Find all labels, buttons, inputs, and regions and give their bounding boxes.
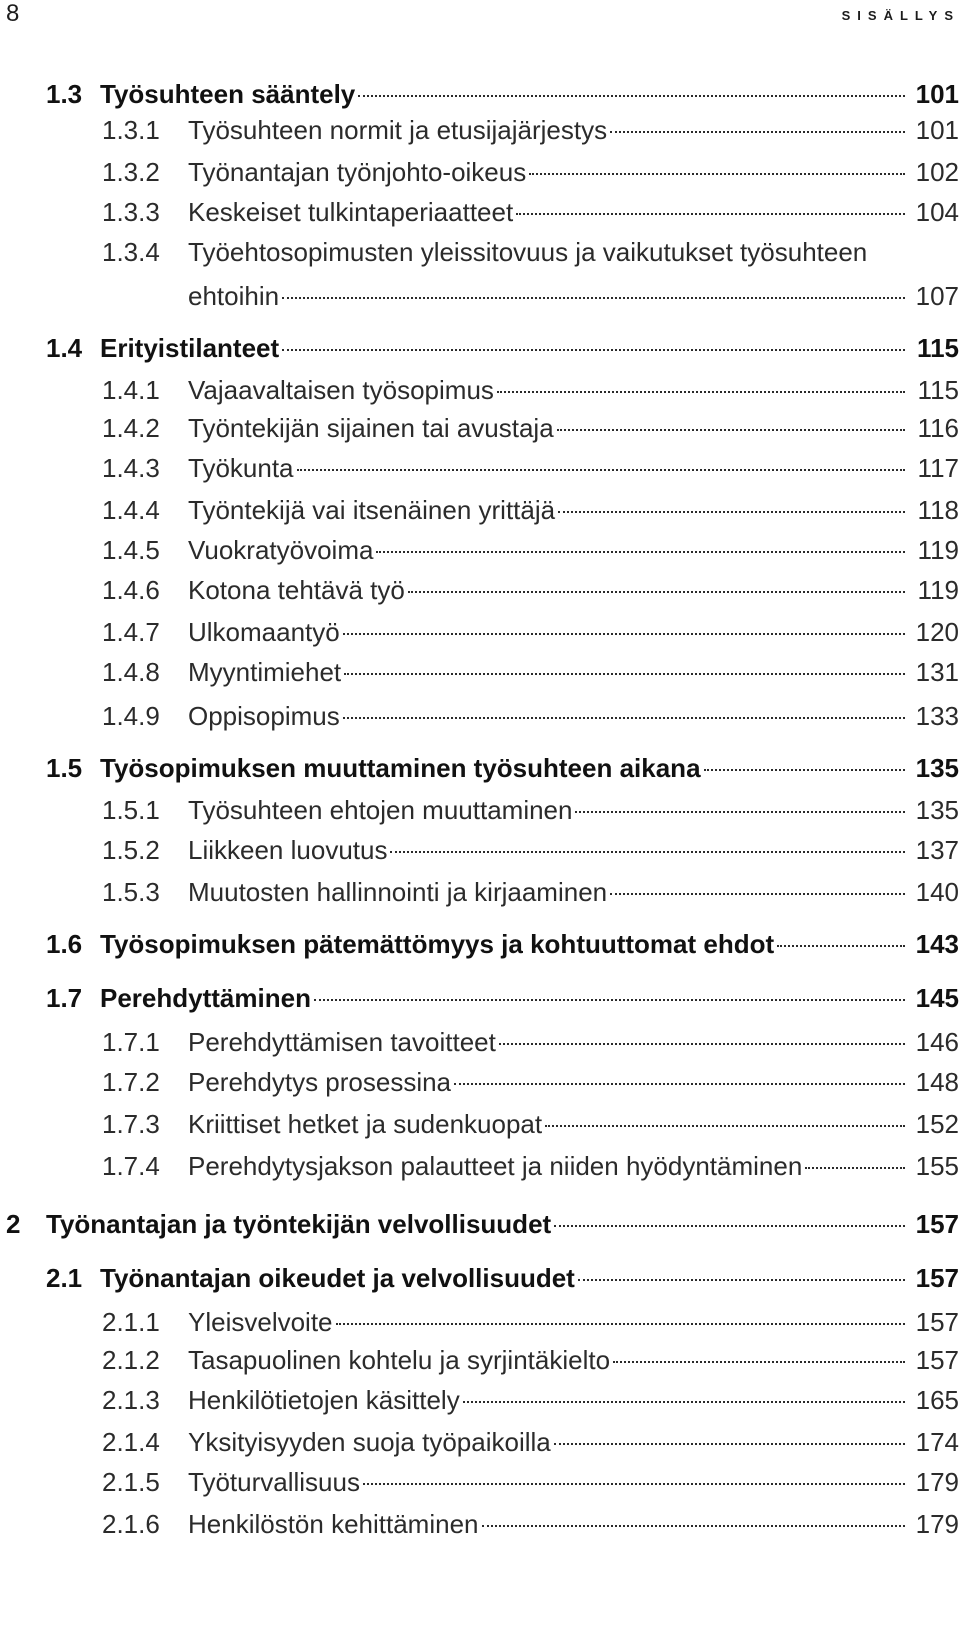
dot-leader: [376, 550, 905, 553]
dot-leader: [282, 348, 905, 351]
page-ref: 155: [915, 1151, 959, 1181]
section-title: Työsuhteen sääntely: [100, 79, 356, 109]
section-title: Myyntimiehet: [188, 657, 342, 687]
dot-leader: [610, 130, 905, 133]
page-ref: 174: [915, 1427, 959, 1457]
section-number: 1.3.4: [102, 237, 160, 267]
dot-leader: [343, 716, 905, 719]
section-title: Työntekijä vai itsenäinen yrittäjä: [188, 495, 556, 525]
page-ref: 157: [915, 1263, 959, 1293]
section-title: Työsuhteen ehtojen muuttaminen: [188, 795, 573, 825]
page-ref: 120: [915, 617, 959, 647]
page-ref: 119: [917, 575, 959, 605]
dot-leader: [363, 1482, 905, 1485]
page-ref: 179: [915, 1509, 959, 1539]
section-title: Työsopimuksen muuttaminen työsuhteen aikana: [100, 753, 701, 783]
page-ref: 116: [917, 413, 959, 443]
section-title: Työntekijän sijainen tai avustaja: [188, 413, 554, 443]
section-title-line1: Työehtosopimusten yleissitovuus ja vaikutukset työsuhteen: [188, 237, 868, 267]
section-number: 1.3.1: [102, 115, 160, 145]
section-number: 1.6: [46, 929, 83, 959]
page-ref: 119: [917, 535, 959, 565]
section-number: 2.1.3: [102, 1385, 160, 1415]
section-number: 1.5: [46, 753, 83, 783]
page-ref: 118: [917, 495, 959, 525]
dot-leader: [499, 1042, 905, 1045]
page-ref: 146: [915, 1027, 959, 1057]
page-ref: 115: [917, 333, 959, 363]
section-number: 2.1.2: [102, 1345, 160, 1375]
page-ref: 145: [915, 983, 959, 1013]
section-title: Henkilöstön kehittäminen: [188, 1509, 479, 1539]
section-number: 1.4.8: [102, 657, 160, 687]
section-title: Työkunta: [188, 453, 294, 483]
dot-leader: [575, 810, 905, 813]
section-title: Perehdytys prosessina: [188, 1067, 452, 1097]
running-header: SISÄLLYS: [841, 8, 960, 23]
chapter-title: Työnantajan ja työntekijän velvollisuudet: [46, 1209, 552, 1239]
page-ref: 152: [915, 1109, 959, 1139]
section-title: Tasapuolinen kohtelu ja syrjintäkielto: [188, 1345, 611, 1375]
page-ref: 131: [915, 657, 959, 687]
section-number: 1.7: [46, 983, 83, 1013]
dot-leader: [344, 672, 905, 675]
section-number: 2.1.4: [102, 1427, 160, 1457]
page-ref: 157: [915, 1307, 959, 1337]
dot-leader: [463, 1400, 905, 1403]
section-number: 2.1: [46, 1263, 83, 1293]
section-number: 2.1.5: [102, 1467, 160, 1497]
section-title: ehtoihin: [188, 281, 280, 311]
section-number: 1.4.3: [102, 453, 160, 483]
dot-leader: [408, 590, 905, 593]
section-title: Työnantajan oikeudet ja velvollisuudet: [100, 1263, 575, 1293]
page-ref: 137: [915, 835, 959, 865]
page-ref: 135: [915, 795, 959, 825]
dot-leader: [554, 1442, 905, 1445]
page-ref: 140: [915, 877, 959, 907]
dot-leader: [314, 998, 905, 1001]
section-title: Liikkeen luovutus: [188, 835, 388, 865]
dot-leader: [578, 1278, 905, 1281]
page-ref: 104: [915, 197, 959, 227]
dot-leader: [777, 944, 905, 947]
page-ref: 143: [915, 929, 959, 959]
section-number: 1.4.5: [102, 535, 160, 565]
section-number: 1.4.9: [102, 701, 160, 731]
section-number: 1.4.4: [102, 495, 160, 525]
page-ref: 101: [915, 79, 959, 109]
section-title: Perehdytysjakson palautteet ja niiden hyödyntäminen: [188, 1151, 803, 1181]
dot-leader: [482, 1524, 906, 1527]
section-number: 1.7.1: [102, 1027, 160, 1057]
section-number: 2.1.1: [102, 1307, 160, 1337]
section-number: 1.4: [46, 333, 83, 363]
page-ref: 107: [915, 281, 959, 311]
page-ref: 179: [915, 1467, 959, 1497]
section-title: Perehdyttäminen: [100, 983, 311, 1013]
page-ref: 133: [915, 701, 959, 731]
section-title: Kriittiset hetket ja sudenkuopat: [188, 1109, 543, 1139]
section-title: Vuokratyövoima: [188, 535, 374, 565]
dot-leader: [610, 892, 905, 895]
page-ref: 117: [917, 453, 959, 483]
section-number: 1.3.3: [102, 197, 160, 227]
dot-leader: [613, 1360, 905, 1363]
section-title: Perehdyttämisen tavoitteet: [188, 1027, 496, 1057]
section-number: 1.5.3: [102, 877, 160, 907]
dot-leader: [529, 172, 905, 175]
section-number: 1.4.1: [102, 375, 160, 405]
section-number: 1.7.3: [102, 1109, 160, 1139]
dot-leader: [704, 768, 905, 771]
dot-leader: [497, 390, 905, 393]
section-title: Työsuhteen normit ja etusijajärjestys: [188, 115, 608, 145]
section-title: Työsopimuksen pätemättömyys ja kohtuuttomat ehdot: [100, 929, 775, 959]
page-ref: 115: [917, 375, 959, 405]
dot-leader: [545, 1124, 905, 1127]
section-number: 1.3: [46, 79, 83, 109]
dot-leader: [557, 428, 905, 431]
section-title: Vajaavaltaisen työsopimus: [188, 375, 494, 405]
page-ref: 101: [915, 115, 959, 145]
section-number: 1.4.2: [102, 413, 160, 443]
section-title: Yksityisyyden suoja työpaikoilla: [188, 1427, 551, 1457]
section-title: Henkilötietojen käsittely: [188, 1385, 460, 1415]
page-ref: 102: [915, 157, 959, 187]
dot-leader: [297, 468, 905, 471]
section-title: Yleisvelvoite: [188, 1307, 333, 1337]
section-title: Keskeiset tulkintaperiaatteet: [188, 197, 514, 227]
page-ref: 135: [915, 753, 959, 783]
section-number: 2.1.6: [102, 1509, 160, 1539]
dot-leader: [454, 1082, 905, 1085]
section-number: 1.7.4: [102, 1151, 160, 1181]
dot-leader: [558, 510, 905, 513]
section-title: Ulkomaantyö: [188, 617, 340, 647]
dot-leader: [358, 94, 905, 97]
dot-leader: [336, 1322, 905, 1325]
page-ref: 157: [915, 1345, 959, 1375]
page-ref: 165: [915, 1385, 959, 1415]
page-number: 8: [6, 0, 20, 27]
page-ref: 148: [915, 1067, 959, 1097]
section-number: 1.5.1: [102, 795, 160, 825]
dot-leader: [282, 296, 905, 299]
section-title: Oppisopimus: [188, 701, 340, 731]
dot-leader: [390, 850, 905, 853]
section-title: Kotona tehtävä työ: [188, 575, 405, 605]
section-title: Työnantajan työnjohto-oikeus: [188, 157, 527, 187]
section-number: 1.3.2: [102, 157, 160, 187]
section-title: Työturvallisuus: [188, 1467, 360, 1497]
dot-leader: [516, 212, 905, 215]
section-number: 1.7.2: [102, 1067, 160, 1097]
chapter-number: 2: [6, 1209, 21, 1239]
dot-leader: [805, 1166, 905, 1169]
section-title: Muutosten hallinnointi ja kirjaaminen: [188, 877, 608, 907]
section-number: 1.4.6: [102, 575, 160, 605]
dot-leader: [554, 1224, 905, 1227]
dot-leader: [343, 632, 905, 635]
section-title: Erityistilanteet: [100, 333, 280, 363]
section-number: 1.5.2: [102, 835, 160, 865]
section-number: 1.4.7: [102, 617, 160, 647]
page-ref: 157: [915, 1209, 959, 1239]
